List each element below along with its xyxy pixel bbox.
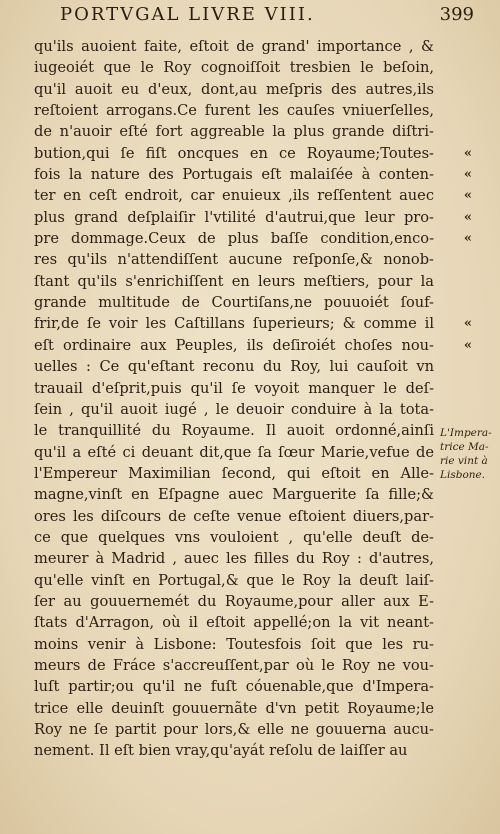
text-line-content: bution,qui ſe fiſt oncques en ce Royaume;Toutes- bbox=[34, 144, 434, 162]
text-line bbox=[34, 420, 434, 441]
text-line-content: meurs de Fráce s'accreuſſent,par où le Roy ne vou- bbox=[34, 656, 434, 674]
text-line-content: magne,vinſt en Eſpagne auec Marguerite ſa fille;& bbox=[34, 486, 434, 504]
marginal-note bbox=[440, 426, 500, 482]
text-line-content: ſtats d'Arragon, où il eſtoit appellé;on la vit neant- bbox=[34, 614, 434, 632]
text-line-content: ſer au gouuernemét du Royaume,pour aller aux E- bbox=[34, 592, 434, 610]
text-line bbox=[34, 356, 434, 377]
text-line bbox=[34, 463, 434, 484]
text-line bbox=[34, 612, 434, 633]
text-line bbox=[34, 185, 472, 206]
text-line-content: grande multitude de Courtiſans,ne pouuoiét ſouf- bbox=[34, 294, 434, 312]
text-line-content: qu'ils auoient faite, eſtoit de grand' importance , & bbox=[34, 38, 434, 55]
quotation-mark: « bbox=[463, 316, 472, 332]
text-line bbox=[34, 527, 434, 548]
page-number: 399 bbox=[439, 4, 474, 25]
text-line bbox=[34, 634, 434, 655]
text-line-content: frir,de ſe voir les Caſtillans ſuperieurs; & comme il bbox=[34, 315, 434, 333]
quotation-mark: « bbox=[463, 231, 472, 247]
text-line bbox=[34, 698, 434, 719]
marginal-note-line: L'Impera- bbox=[440, 427, 492, 439]
quotation-mark: « bbox=[463, 209, 472, 225]
marginal-note-line: trice Ma- bbox=[440, 441, 489, 453]
text-line bbox=[34, 121, 434, 142]
text-line bbox=[34, 292, 434, 313]
text-line-content: ſtant qu'ils s'enrichiſſent en leurs meſtiers, pour la bbox=[34, 272, 434, 290]
text-line-content: qu'il auoit eu d'eux, dont,au meſpris des autres,ils bbox=[34, 80, 434, 98]
quotation-mark: « bbox=[463, 188, 472, 204]
text-line bbox=[34, 548, 434, 569]
text-line-content: ores les diſcours de ceſte venue eſtoient diuers,par- bbox=[34, 507, 434, 525]
text-line-content: fois la nature des Portugais eſt malaiſée à conten- bbox=[34, 166, 434, 184]
text-line-content: moins venir à Lisbone: Toutesfois ſoit que les ru- bbox=[34, 635, 434, 653]
text-line-content: meurer à Madrid , auec les filles du Roy : d'autres, bbox=[34, 550, 434, 568]
text-line bbox=[34, 79, 434, 100]
text-line-content: res qu'ils n'attendiſſent aucune reſponſe,& nonob- bbox=[34, 251, 434, 269]
text-line bbox=[34, 570, 434, 591]
text-line-content: uelles : Ce qu'eſtant reconu du Roy, lui cauſoit vn bbox=[34, 358, 434, 376]
marginal-note-line: Lisbone. bbox=[440, 469, 486, 481]
text-line-content: eſt ordinaire aux Peuples, ils deſiroiét choſes nou- bbox=[34, 336, 434, 354]
text-line bbox=[34, 100, 434, 121]
text-line-content: trice elle deuinſt gouuernãte d'vn petit Royaume;le bbox=[34, 699, 434, 717]
text-line-content: iugeoiét que le Roy cognoiſſoit tresbien le beſoin, bbox=[34, 59, 434, 77]
text-line-content: reſtoient arrogans.Ce furent les cauſes vniuerſelles, bbox=[34, 102, 434, 120]
text-line bbox=[34, 313, 472, 334]
text-line bbox=[34, 207, 472, 228]
text-line-content: pre dommage.Ceux de plus baſſe condition,enco- bbox=[34, 230, 434, 248]
text-line bbox=[34, 399, 434, 420]
running-head bbox=[60, 4, 480, 30]
text-line-content: luſt partir;ou qu'il ne fuſt cóuenable,que d'Impera- bbox=[34, 678, 434, 696]
quotation-mark: « bbox=[463, 337, 472, 353]
text-line-content: trauail d'eſprit,puis qu'il ſe voyoit manquer le deſ- bbox=[34, 379, 434, 397]
quotation-mark: « bbox=[463, 145, 472, 161]
text-line bbox=[34, 228, 472, 249]
text-line-content: de n'auoir eſté fort aggreable la plus grande diſtri- bbox=[34, 123, 434, 141]
text-line-content: Roy ne ſe partit pour lors,& elle ne gouuerna aucu- bbox=[34, 721, 434, 738]
text-line bbox=[34, 442, 434, 463]
text-line bbox=[34, 57, 434, 78]
text-line bbox=[34, 676, 434, 697]
text-line bbox=[34, 164, 472, 185]
text-line-content: le tranquillité du Royaume. Il auoit ordonné,ainſi bbox=[34, 422, 434, 440]
text-line bbox=[34, 506, 434, 527]
text-line-content: qu'elle vinſt en Portugal,& que le Roy la deuſt laiſ- bbox=[34, 571, 434, 589]
text-line-content: ſein , qu'il auoit iugé , le deuoir conduire à la tota- bbox=[34, 400, 434, 418]
text-line-content: l'Empereur Maximilian ſecond, qui eſtoit en Alle- bbox=[34, 464, 434, 482]
text-line bbox=[34, 484, 434, 505]
marginal-note-line: rie vint à bbox=[440, 455, 488, 467]
text-line-content: qu'il a eſté ci deuant dit,que ſa ſœur Marie,vefue de bbox=[34, 443, 434, 461]
text-line bbox=[34, 36, 434, 57]
text-line bbox=[34, 655, 434, 676]
text-line bbox=[34, 740, 434, 761]
text-line bbox=[34, 591, 434, 612]
text-line-content: nement. Il eſt bien vray,qu'ayát reſolu de laiſſer au bbox=[34, 742, 408, 760]
text-line-content: ce que quelques vns vouloient , qu'elle deuſt de- bbox=[34, 528, 434, 546]
text-line bbox=[34, 271, 434, 292]
text-line bbox=[34, 249, 434, 270]
text-line bbox=[34, 335, 472, 356]
text-line bbox=[34, 719, 434, 740]
running-head-title: PORTVGAL LIVRE VIII. bbox=[60, 4, 315, 25]
text-line-content: ter en ceſt endroit, car enuieux ,ils reſſentent auec bbox=[34, 187, 434, 205]
text-line bbox=[34, 143, 472, 164]
text-line-content: plus grand deſplaiſir l'vtilité d'autrui,que leur pro- bbox=[34, 208, 434, 226]
quotation-mark: « bbox=[463, 167, 472, 183]
text-line bbox=[34, 378, 434, 399]
